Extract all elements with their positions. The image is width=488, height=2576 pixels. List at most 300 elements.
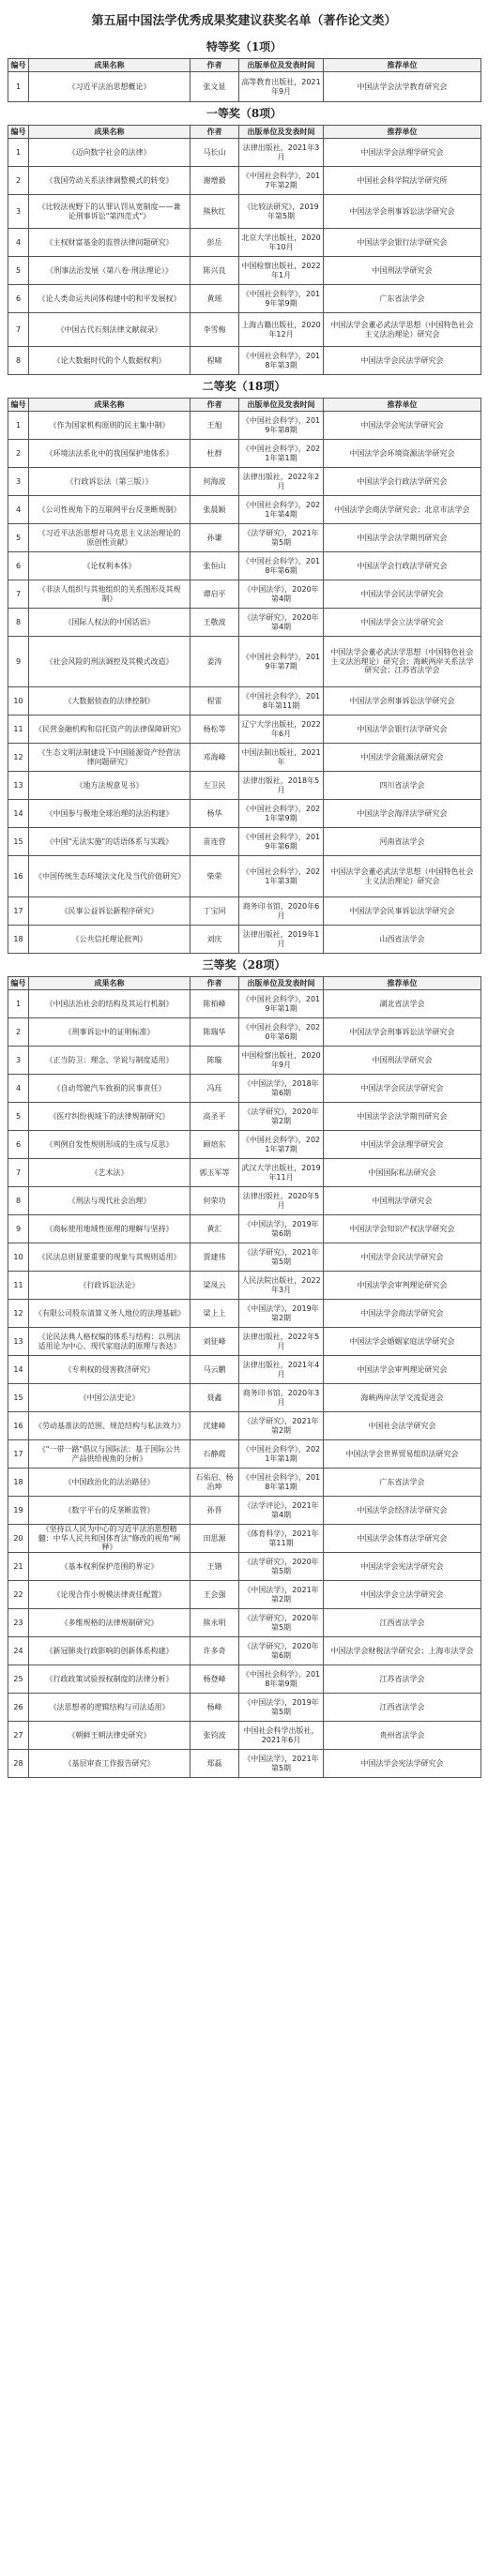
cell-author: 陈柏峰 — [191, 990, 239, 1018]
cell-pub: 《法学研究》，2021年第2期 — [239, 1412, 324, 1440]
table-special-prize — [8, 58, 481, 102]
table-row — [8, 229, 481, 257]
cell-pub: 中国检察出版社，2020年9月 — [239, 1047, 324, 1075]
cell-unit: 中国法学会能源法研究会 — [324, 744, 481, 772]
cell-name: 《我国劳动关系法律调整模式的转变》 — [29, 167, 191, 195]
header-unit: 推荐单位 — [324, 126, 481, 139]
table-row — [8, 1131, 481, 1159]
cell-pub: 中国法制出版社，2021年 — [239, 744, 324, 772]
cell-author: 黄汇 — [191, 1215, 239, 1243]
cell-author: 孙谦 — [191, 524, 239, 552]
table-third-prize — [8, 976, 481, 1778]
table-row — [8, 195, 481, 229]
table-second-prize — [8, 398, 481, 954]
table-row — [8, 926, 481, 954]
cell-no: 13 — [8, 772, 29, 800]
cell-author: 李雪梅 — [191, 313, 239, 347]
cell-pub: 法律出版社，2019年1月 — [239, 926, 324, 954]
cell-author: 丁宝同 — [191, 897, 239, 926]
cell-unit: 中国法学会体育法学研究会 — [324, 1525, 481, 1553]
cell-no: 3 — [8, 468, 29, 496]
cell-unit: 湖北省法学会 — [324, 990, 481, 1018]
cell-name: 《中国公法史论》 — [29, 1384, 191, 1412]
table-row — [8, 828, 481, 856]
table-row — [8, 1018, 481, 1047]
cell-pub: 《中国社会科学》，2020年第6期 — [239, 1018, 324, 1047]
table-row — [8, 1469, 481, 1497]
cell-no: 1 — [8, 990, 29, 1018]
cell-name: 《法思想者的逻辑结构与司法适用》 — [29, 1694, 191, 1722]
cell-pub: 《法学研究》，2020年第4期 — [239, 609, 324, 637]
cell-pub: 《中国社会科学》，2019年第9期 — [239, 285, 324, 313]
cell-unit: 中国社会科学院法学研究所 — [324, 167, 481, 195]
cell-pub: 《中国社会科学》，2017年第2期 — [239, 167, 324, 195]
cell-no: 19 — [8, 1497, 29, 1525]
cell-no: 1 — [8, 139, 29, 167]
cell-name: 《比较法视野下的认罪认罚从宽制度——兼论刑事诉讼"第四范式"》 — [29, 195, 191, 229]
cell-no: 9 — [8, 1215, 29, 1243]
cell-no: 9 — [8, 637, 29, 687]
cell-unit: 中国法学会刑事诉讼法学研究会 — [324, 195, 481, 229]
table-row — [8, 552, 481, 580]
cell-pub: 中国社会科学出版社，2021年6月 — [239, 1722, 324, 1750]
cell-name: 《中国法治社会的结构及其运行机制》 — [29, 990, 191, 1018]
cell-no: 18 — [8, 1469, 29, 1497]
cell-no: 24 — [8, 1637, 29, 1665]
cell-author: 陈璇 — [191, 1047, 239, 1075]
table-row — [8, 990, 481, 1018]
cell-no: 5 — [8, 1103, 29, 1131]
header-no: 编号 — [8, 59, 29, 72]
cell-no: 18 — [8, 926, 29, 954]
cell-unit: 中国法学会刑事诉讼法学研究会 — [324, 687, 481, 716]
table-row — [8, 1187, 481, 1215]
cell-pub: 法律出版社，2022年2月 — [239, 468, 324, 496]
header-name: 成果名称 — [29, 977, 191, 990]
cell-author: 程雷 — [191, 687, 239, 716]
cell-name: 《中国"无法实施"的话语体系与实践》 — [29, 828, 191, 856]
cell-no: 7 — [8, 1159, 29, 1187]
cell-name: 《公共信托理论批判》 — [29, 926, 191, 954]
table-row — [8, 1553, 481, 1581]
table-row — [8, 716, 481, 744]
section-title-third: 三等奖（28项） — [202, 958, 286, 972]
header-unit: 推荐单位 — [324, 977, 481, 990]
cell-name: 《民营金融机构和信托资产的法律保障研究》 — [29, 716, 191, 744]
cell-author: 程啸 — [191, 347, 239, 375]
table-row — [8, 1047, 481, 1075]
cell-no: 14 — [8, 800, 29, 828]
cell-pub: 《中国社会科学》，2021年第3期 — [239, 856, 324, 897]
table-row — [8, 524, 481, 552]
cell-author: 何海波 — [191, 468, 239, 496]
cell-author: 柴荣 — [191, 856, 239, 897]
table-row — [8, 313, 481, 347]
cell-unit: 中国法学会财税法学研究会；上海市法学会 — [324, 1637, 481, 1665]
table-row — [8, 687, 481, 716]
cell-no: 17 — [8, 897, 29, 926]
cell-author: 熊秋红 — [191, 195, 239, 229]
header-no: 编号 — [8, 126, 29, 139]
cell-author: 彭岳 — [191, 229, 239, 257]
table-row — [8, 800, 481, 828]
cell-no: 5 — [8, 257, 29, 285]
cell-author: 王锴 — [191, 1553, 239, 1581]
cell-no: 14 — [8, 1356, 29, 1384]
cell-no: 15 — [8, 1384, 29, 1412]
cell-author: 高圣平 — [191, 1103, 239, 1131]
cell-unit: 江西省法学会 — [324, 1694, 481, 1722]
document-title: 第五届中国法学优秀成果奖建议获奖名单（著作论文类） — [91, 14, 397, 28]
cell-pub: 《中国社会科学》，2018年第6期 — [239, 552, 324, 580]
cell-pub: 武汉大学出版社，2019年11月 — [239, 1159, 324, 1187]
cell-name: 《社会风险的刑法调控及其模式改造》 — [29, 637, 191, 687]
table-row — [8, 897, 481, 926]
cell-no: 6 — [8, 1131, 29, 1159]
cell-author: 梁凤云 — [191, 1272, 239, 1300]
cell-pub: 《中国社会科学》，2021年第4期 — [239, 496, 324, 524]
table-row — [8, 1215, 481, 1243]
cell-unit: 中国法学会银行法学研究会 — [324, 716, 481, 744]
cell-no: 2 — [8, 167, 29, 195]
cell-name: 《民事公益诉讼新程序研究》 — [29, 897, 191, 926]
cell-pub: 《法学研究》，2020年第2期 — [239, 1103, 324, 1131]
cell-no: 4 — [8, 496, 29, 524]
cell-unit: 中国法学会法理学研究会 — [324, 1131, 481, 1159]
table-row — [8, 1272, 481, 1300]
cell-name: 《地方法规意见书》 — [29, 772, 191, 800]
cell-unit: 中国法学会立法学研究会 — [324, 1581, 481, 1609]
section-title-second: 二等奖（18项） — [202, 380, 286, 393]
cell-author: 杨峰 — [191, 1694, 239, 1722]
cell-author: 顾培东 — [191, 1131, 239, 1159]
cell-author: 杨松等 — [191, 716, 239, 744]
cell-no: 27 — [8, 1722, 29, 1750]
cell-pub: 《中国社会科学》，2018年第9期 — [239, 1665, 324, 1694]
table-row — [8, 1159, 481, 1187]
table-row — [8, 609, 481, 637]
cell-name: 《商标使用地域性原理的理解与坚持》 — [29, 1215, 191, 1243]
cell-no: 28 — [8, 1750, 29, 1778]
cell-name: 《行政诉讼法论》 — [29, 1272, 191, 1300]
table-body — [8, 990, 481, 1778]
table-row — [8, 1300, 481, 1328]
cell-no: 2 — [8, 1018, 29, 1047]
cell-unit: 中国法学会法学教育研究会 — [324, 72, 481, 102]
cell-pub: 《中国社会科学》，2021年第7期 — [239, 1131, 324, 1159]
cell-name: 《"一带一路"倡议与国际法：基于国际公共产品供给视角的分析》 — [29, 1440, 191, 1469]
cell-unit: 中国法学会董必武法学思想（中国特色社会主义法治理论）研究会；海峡两岸关系法学研究会；江苏省法学会 — [324, 637, 481, 687]
cell-pub: 《比较法研究》，2019年第5期 — [239, 195, 324, 229]
cell-name: 《习近平法治思想对马克思主义法治理论的原创性贡献》 — [29, 524, 191, 552]
cell-unit: 中国法学会民法学研究会 — [324, 580, 481, 609]
cell-no: 13 — [8, 1328, 29, 1356]
cell-author: 陈兴良 — [191, 257, 239, 285]
header-name: 成果名称 — [29, 59, 191, 72]
cell-no: 21 — [8, 1553, 29, 1581]
table-row — [8, 72, 481, 102]
cell-pub: 《法学研究》，2020年第5期 — [239, 1609, 324, 1637]
cell-unit: 中国法学会环境资源法学研究会 — [324, 440, 481, 468]
cell-name: 《生态文明法制建设下中国能源资产经营法律问题研究》 — [29, 744, 191, 772]
cell-no: 1 — [8, 72, 29, 102]
cell-name: 《中国传统生态环境法文化及当代价值研究》 — [29, 856, 191, 897]
cell-pub: 《中国法学》，2019年第2期 — [239, 1300, 324, 1328]
cell-pub: 《中国社会科学》，2021年第9期 — [239, 800, 324, 828]
table-row — [8, 139, 481, 167]
cell-name: 《中国政治化的法治路径》 — [29, 1469, 191, 1497]
cell-no: 16 — [8, 856, 29, 897]
cell-name: 《自动驾驶汽车致损的民事责任》 — [29, 1075, 191, 1103]
cell-unit: 中国法学会董必武法学思想（中国特色社会主义法治理论）研究会 — [324, 313, 481, 347]
cell-name: 《习近平法治思想概论》 — [29, 72, 191, 102]
cell-name: 《医疗纠纷视域下的法律规制研究》 — [29, 1103, 191, 1131]
cell-name: 《环境法法系化中的我国保护地体系》 — [29, 440, 191, 468]
cell-author: 聂鑫 — [191, 1384, 239, 1412]
cell-author: 冯珏 — [191, 1075, 239, 1103]
table-body — [8, 139, 481, 375]
cell-author: 贾建伟 — [191, 1243, 239, 1272]
cell-unit: 江苏省法学会 — [324, 1665, 481, 1694]
cell-name: 《国际人权法的中国话语》 — [29, 609, 191, 637]
cell-pub: 《中国社会科学》，2018年第3期 — [239, 347, 324, 375]
cell-pub: 商务印书馆，2020年6月 — [239, 897, 324, 926]
cell-pub: 《中国社会科学》，2021年第1期 — [239, 440, 324, 468]
cell-unit: 广东省法学会 — [324, 1469, 481, 1497]
cell-unit: 中国法学会知识产权法学研究会 — [324, 1215, 481, 1243]
cell-name: 《行政政策试验授权制度的法律分析》 — [29, 1665, 191, 1694]
table-row — [8, 1665, 481, 1694]
cell-unit: 中国法学会宪法学研究会 — [324, 412, 481, 440]
cell-name: 《论权利本体》 — [29, 552, 191, 580]
cell-author: 张钧波 — [191, 1722, 239, 1750]
cell-unit: 中国法学会行政法学研究会 — [324, 468, 481, 496]
header-pub: 出版单位及发表时间 — [239, 59, 324, 72]
cell-no: 8 — [8, 347, 29, 375]
table-row — [8, 1075, 481, 1103]
cell-no: 4 — [8, 229, 29, 257]
header-pub: 出版单位及发表时间 — [239, 977, 324, 990]
cell-author: 刘征峰 — [191, 1328, 239, 1356]
header-name: 成果名称 — [29, 126, 191, 139]
cell-no: 2 — [8, 440, 29, 468]
header-name: 成果名称 — [29, 399, 191, 412]
cell-unit: 中国法学会民法学研究会 — [324, 1075, 481, 1103]
cell-author: 谢增毅 — [191, 167, 239, 195]
cell-pub: 《中国法学》，2019年第6期 — [239, 1215, 324, 1243]
cell-author: 石静霞 — [191, 1440, 239, 1469]
cell-unit: 中国刑法学研究会 — [324, 1047, 481, 1075]
cell-unit: 山西省法学会 — [324, 926, 481, 954]
cell-name: 《论民法典人格权编的体系与结构：以刑法适用论为中心、现代家庭法的原理与表达》 — [29, 1328, 191, 1356]
section-title-first: 一等奖（8项） — [206, 107, 282, 120]
cell-author: 黄瑶 — [191, 285, 239, 313]
table-row — [8, 1328, 481, 1356]
table-row — [8, 1440, 481, 1469]
table-row — [8, 1525, 481, 1553]
cell-author: 田思源 — [191, 1525, 239, 1553]
cell-name: 《基本权利保护范围的界定》 — [29, 1553, 191, 1581]
cell-pub: 《中国社会科学》，2019年第6期 — [239, 828, 324, 856]
cell-no: 16 — [8, 1412, 29, 1440]
cell-no: 3 — [8, 195, 29, 229]
cell-unit: 四川省法学会 — [324, 772, 481, 800]
cell-unit: 中国法学会宪法学研究会 — [324, 1553, 481, 1581]
cell-author: 刘庆 — [191, 926, 239, 954]
cell-unit: 河南省法学会 — [324, 828, 481, 856]
cell-name: 《非法人组织与其他组织的关系图形及其规制》 — [29, 580, 191, 609]
cell-unit: 中国法学会法理学研究会 — [324, 139, 481, 167]
cell-unit: 中国法学会立法学研究会 — [324, 609, 481, 637]
cell-name: 《刑法与现代社会治理》 — [29, 1187, 191, 1215]
table-row — [8, 1609, 481, 1637]
table-row — [8, 412, 481, 440]
cell-pub: 法律出版社，2022年5月 — [239, 1328, 324, 1356]
cell-name: 《中国参与极地全球治理的法治构建》 — [29, 800, 191, 828]
table-row — [8, 167, 481, 195]
cell-no: 11 — [8, 1272, 29, 1300]
cell-author: 苗连营 — [191, 828, 239, 856]
header-author: 作者 — [191, 126, 239, 139]
cell-pub: 法律出版社，2020年5月 — [239, 1187, 324, 1215]
table-body — [8, 412, 481, 954]
cell-name: 《迈向数字社会的法律》 — [29, 139, 191, 167]
table-row — [8, 744, 481, 772]
cell-unit: 中国法学会商法学研究会；北京市法学会 — [324, 496, 481, 524]
table-row — [8, 1356, 481, 1384]
cell-author: 张晨颖 — [191, 496, 239, 524]
cell-unit: 中国法学会商法学研究会 — [324, 1300, 481, 1328]
table-row — [8, 856, 481, 897]
table-row — [8, 772, 481, 800]
cell-author: 何荣功 — [191, 1187, 239, 1215]
cell-unit: 中国法学会民事诉讼法学研究会 — [324, 897, 481, 926]
cell-author: 孙晋 — [191, 1497, 239, 1525]
cell-no: 8 — [8, 1187, 29, 1215]
table-row — [8, 1750, 481, 1778]
cell-pub: 《中国法学》，2019年第5期 — [239, 1694, 324, 1722]
cell-name: 《正当防卫：理念、学说与制度适用》 — [29, 1047, 191, 1075]
cell-no: 17 — [8, 1440, 29, 1469]
table-first-prize — [8, 125, 481, 375]
cell-no: 10 — [8, 1243, 29, 1272]
cell-no: 15 — [8, 828, 29, 856]
cell-author: 谭启平 — [191, 580, 239, 609]
cell-pub: 《法学评论》，2021年第4期 — [239, 1497, 324, 1525]
cell-unit: 中国社会法学研究会 — [324, 1412, 481, 1440]
cell-unit: 贵州省法学会 — [324, 1722, 481, 1750]
cell-unit: 中国法学会银行法学研究会 — [324, 229, 481, 257]
cell-pub: 人民法院出版社，2022年3月 — [239, 1272, 324, 1300]
cell-name: 《多维规格的法律规制研究》 — [29, 1609, 191, 1637]
cell-author: 杨登峰 — [191, 1665, 239, 1694]
table-header-row — [8, 399, 481, 412]
cell-pub: 辽宁大学出版社，2022年6月 — [239, 716, 324, 744]
table-row — [8, 347, 481, 375]
cell-no: 7 — [8, 580, 29, 609]
cell-pub: 上海古籍出版社，2020年12月 — [239, 313, 324, 347]
cell-no: 25 — [8, 1665, 29, 1694]
cell-author: 梁上上 — [191, 1300, 239, 1328]
cell-author: 王敬波 — [191, 609, 239, 637]
cell-author: 王会强 — [191, 1581, 239, 1609]
cell-name: 《艺术法》 — [29, 1159, 191, 1187]
cell-pub: 《中国法学》，2021年第5期 — [239, 1750, 324, 1778]
cell-pub: 《法学研究》，2020年第5期 — [239, 1553, 324, 1581]
cell-name: 《新冠肺炎行政影响的创新体系构建》 — [29, 1637, 191, 1665]
cell-no: 22 — [8, 1581, 29, 1609]
header-no: 编号 — [8, 399, 29, 412]
header-no: 编号 — [8, 977, 29, 990]
table-row — [8, 440, 481, 468]
cell-no: 5 — [8, 524, 29, 552]
cell-pub: 《中国法学》，2020年第4期 — [239, 580, 324, 609]
table-row — [8, 285, 481, 313]
cell-unit: 中国法学会民法学研究会 — [324, 347, 481, 375]
table-header-row — [8, 977, 481, 990]
header-author: 作者 — [191, 399, 239, 412]
cell-name: 《民法总则显要重要的现象与其规则适用》 — [29, 1243, 191, 1272]
cell-author: 许多奇 — [191, 1637, 239, 1665]
cell-unit: 中国刑法学研究会 — [324, 257, 481, 285]
header-pub: 出版单位及发表时间 — [239, 399, 324, 412]
cell-unit: 中国法学会审判理论研究会 — [324, 1272, 481, 1300]
cell-name: 《中国古代石刻法律文献叙录》 — [29, 313, 191, 347]
cell-author: 张文显 — [191, 72, 239, 102]
cell-author: 马云鹏 — [191, 1356, 239, 1384]
cell-author: 沈建峰 — [191, 1412, 239, 1440]
cell-author: 邓海峰 — [191, 744, 239, 772]
table-row — [8, 580, 481, 609]
table-row — [8, 1497, 481, 1525]
cell-author: 王旭 — [191, 412, 239, 440]
cell-pub: 法律出版社，2018年5月 — [239, 772, 324, 800]
cell-name: 《大数据侦查的法律控制》 — [29, 687, 191, 716]
cell-pub: 《中国社会科学》，2019年第1期 — [239, 990, 324, 1018]
cell-author: 马长山 — [191, 139, 239, 167]
table-row — [8, 257, 481, 285]
cell-no: 12 — [8, 1300, 29, 1328]
cell-name: 《刑事法治发展（第八卷·刑法理论）》 — [29, 257, 191, 285]
table-header-row — [8, 59, 481, 72]
cell-unit: 中国法学会刑事诉讼法学研究会 — [324, 1018, 481, 1047]
cell-pub: 《中国法学》，2021年第2期 — [239, 1581, 324, 1609]
cell-no: 20 — [8, 1525, 29, 1553]
cell-no: 4 — [8, 1075, 29, 1103]
cell-no: 6 — [8, 552, 29, 580]
header-author: 作者 — [191, 59, 239, 72]
cell-unit: 江西省法学会 — [324, 1609, 481, 1637]
header-pub: 出版单位及发表时间 — [239, 126, 324, 139]
cell-no: 26 — [8, 1694, 29, 1722]
cell-unit: 海峡两岸法学交流促进会 — [324, 1384, 481, 1412]
cell-name: 《专利权的侵害救济研究》 — [29, 1356, 191, 1384]
cell-unit: 中国法学会民法学研究会 — [324, 1243, 481, 1272]
table-row — [8, 1384, 481, 1412]
cell-no: 1 — [8, 412, 29, 440]
cell-author: 郑磊 — [191, 1750, 239, 1778]
cell-pub: 《法学研究》，2021年第5期 — [239, 524, 324, 552]
cell-pub: 商务印书馆，2020年3月 — [239, 1384, 324, 1412]
table-row — [8, 1637, 481, 1665]
cell-author: 杨华 — [191, 800, 239, 828]
table-row — [8, 637, 481, 687]
cell-name: 《坚持以人民为中心的习近平法治思想精髓：中华人民共和国体育法"修改的视角"阐释》 — [29, 1525, 191, 1553]
table-row — [8, 1581, 481, 1609]
section-title-special: 特等奖（1项） — [206, 40, 282, 53]
cell-no: 6 — [8, 285, 29, 313]
cell-name: 《论大数据时代的个人数据权利》 — [29, 347, 191, 375]
